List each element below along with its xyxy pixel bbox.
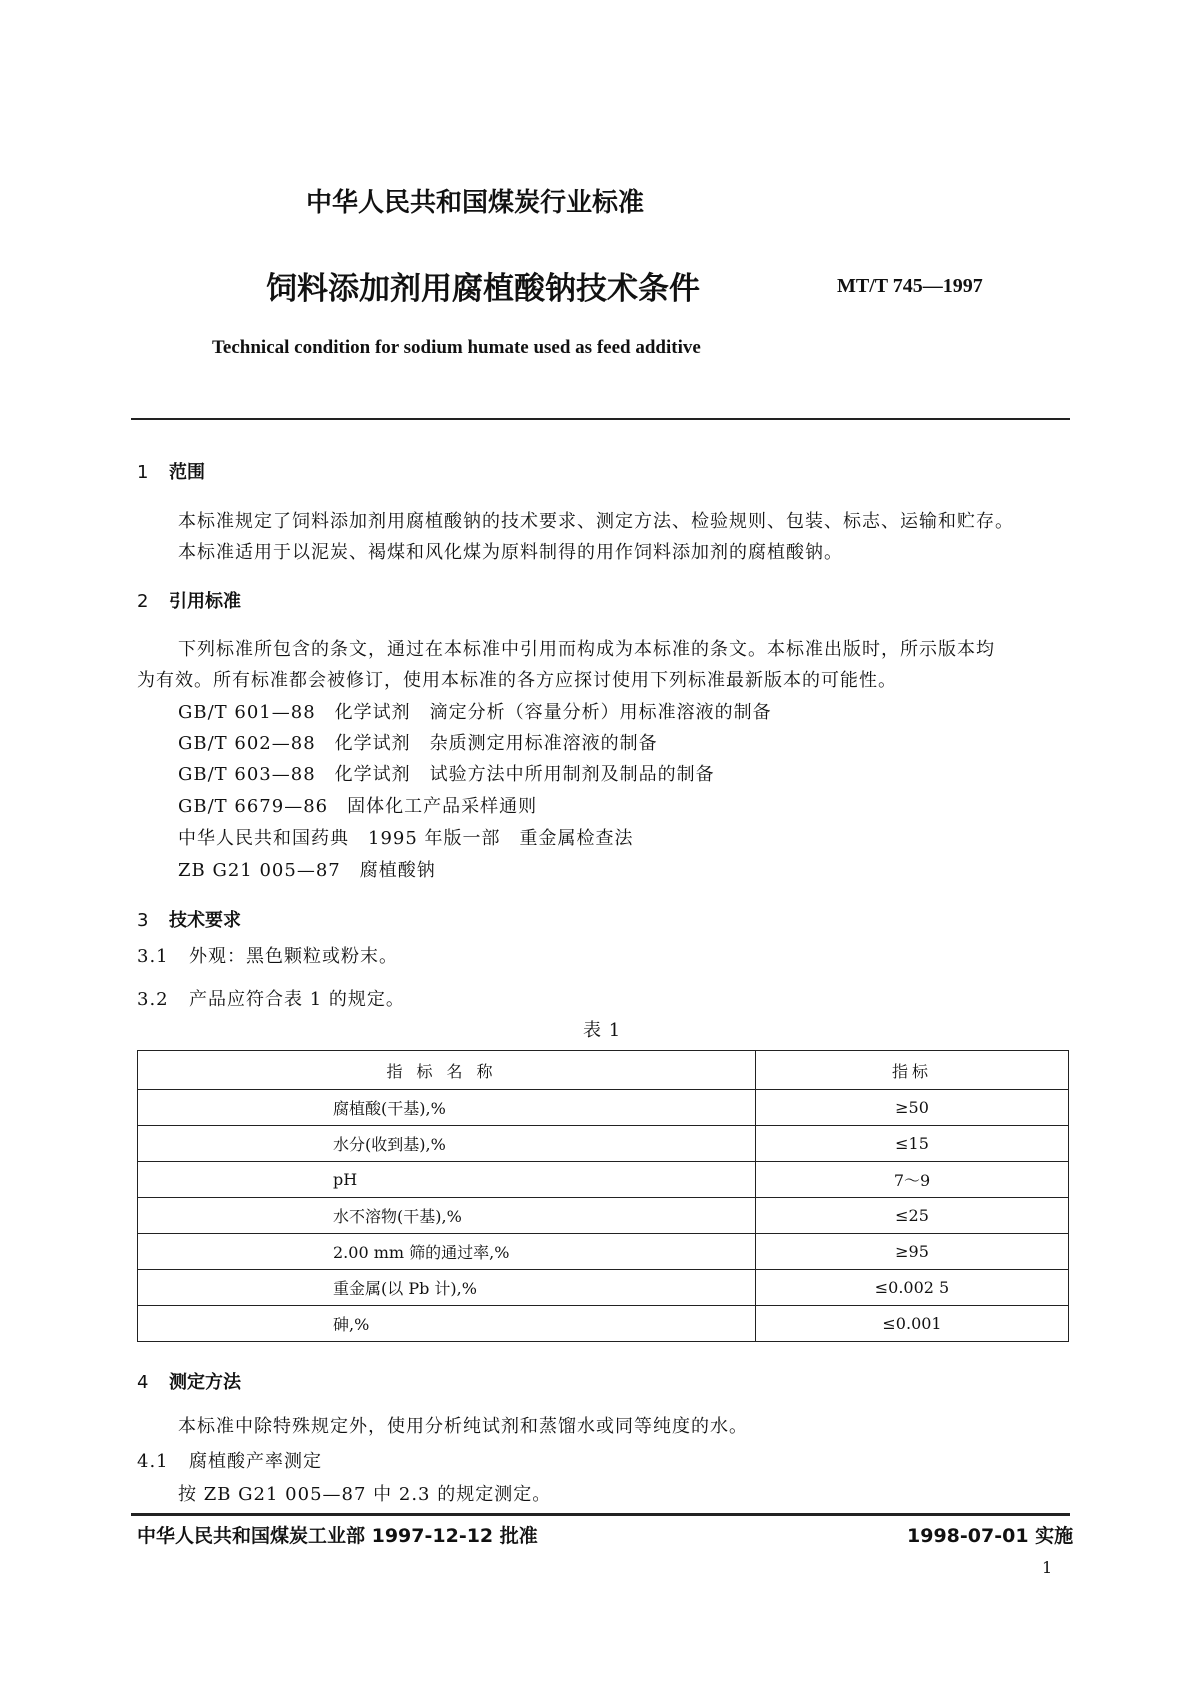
page-number: 1 (1042, 1558, 1053, 1577)
reference-item: GB/T 603—88 化学试剂 试验方法中所用制剂及制品的制备 (178, 764, 715, 785)
section-number: 4 (137, 1372, 149, 1393)
table-caption: 表 1 (583, 1020, 622, 1041)
table-header-row (138, 1051, 1069, 1090)
footer-divider (131, 1513, 1070, 1516)
requirements-table (137, 1050, 1069, 1342)
paragraph: 按 ZB G21 005—87 中 2.3 的规定测定。 (178, 1484, 552, 1505)
section-title: 范围 (169, 462, 205, 483)
paragraph: 为有效。所有标准都会被修订，使用本标准的各方应探讨使用下列标准最新版本的可能性。 (137, 670, 897, 691)
paragraph: 本标准规定了饲料添加剂用腐植酸钠的技术要求、测定方法、检验规则、包装、标志、运输和贮存。 (178, 511, 1014, 532)
cell-value: ≥95 (756, 1234, 1069, 1270)
section-2-heading (137, 593, 241, 611)
column-header-value: 指标 (756, 1051, 1069, 1090)
reference-item: ZB G21 005—87 腐植酸钠 (178, 860, 436, 881)
table-row (138, 1306, 1069, 1342)
section-number: 2 (137, 591, 149, 612)
reference-item: 中华人民共和国药典 1995 年版一部 重金属检查法 (178, 828, 634, 849)
cell-value: ≤0.001 (756, 1306, 1069, 1342)
approval-statement: 中华人民共和国煤炭工业部 1997-12-12 批准 (137, 1525, 538, 1547)
cell-name: 腐植酸(干基),% (138, 1090, 756, 1126)
reference-item: GB/T 602—88 化学试剂 杂质测定用标准溶液的制备 (178, 733, 658, 754)
cell-value: ≤25 (756, 1198, 1069, 1234)
cell-name: 水分(收到基),% (138, 1126, 756, 1162)
clause-3-2 (137, 991, 405, 1009)
implementation-date: 1998-07-01 实施 (907, 1525, 1074, 1547)
section-number: 1 (137, 462, 149, 483)
clause-3-1 (137, 948, 398, 966)
cell-value: ≤15 (756, 1126, 1069, 1162)
section-1-heading (137, 464, 205, 482)
paragraph: 本标准中除特殊规定外，使用分析纯试剂和蒸馏水或同等纯度的水。 (178, 1416, 748, 1437)
english-title: Technical condition for sodium humate used as feed additive (212, 337, 701, 358)
paragraph: 本标准适用于以泥炭、褐煤和风化煤为原料制得的用作饲料添加剂的腐植酸钠。 (178, 542, 843, 563)
clause-4-1 (137, 1453, 322, 1471)
section-3-heading (137, 912, 241, 930)
reference-item: GB/T 601—88 化学试剂 滴定分析（容量分析）用标准溶液的制备 (178, 702, 772, 723)
table-row (138, 1162, 1069, 1198)
cell-name: 重金属(以 Pb 计),% (138, 1270, 756, 1306)
table-row (138, 1234, 1069, 1270)
section-title: 测定方法 (169, 1372, 241, 1393)
cell-name: 砷,% (138, 1306, 756, 1342)
table-row (138, 1270, 1069, 1306)
table-row (138, 1090, 1069, 1126)
table-row (138, 1126, 1069, 1162)
cell-name: 2.00 mm 筛的通过率,% (138, 1234, 756, 1270)
section-title: 技术要求 (169, 910, 241, 931)
paragraph: 下列标准所包含的条文，通过在本标准中引用而构成为本标准的条文。本标准出版时，所示版本均 (178, 639, 995, 660)
cell-value: ≥50 (756, 1090, 1069, 1126)
standard-code: MT/T 745—1997 (837, 275, 983, 297)
section-4-heading (137, 1374, 241, 1392)
table-row (138, 1198, 1069, 1234)
section-title: 引用标准 (169, 591, 241, 612)
clause-text: 外观：黑色颗粒或粉末。 (189, 946, 398, 967)
clause-number: 3.1 (137, 946, 169, 967)
cell-value: 7～9 (756, 1162, 1069, 1198)
cell-value: ≤0.002 5 (756, 1270, 1069, 1306)
clause-text: 产品应符合表 1 的规定。 (189, 989, 405, 1010)
column-header-name: 指标名称 (138, 1051, 756, 1090)
section-number: 3 (137, 910, 149, 931)
clause-number: 3.2 (137, 989, 169, 1010)
clause-number: 4.1 (137, 1451, 169, 1472)
reference-item: GB/T 6679—86 固体化工产品采样通则 (178, 796, 538, 817)
header-divider (131, 418, 1070, 420)
cell-name: 水不溶物(干基),% (138, 1198, 756, 1234)
org-standard-heading: 中华人民共和国煤炭行业标准 (306, 188, 645, 218)
cell-name: pH (138, 1162, 756, 1198)
document-title: 饲料添加剂用腐植酸钠技术条件 (266, 271, 700, 307)
clause-title: 腐植酸产率测定 (189, 1451, 322, 1472)
